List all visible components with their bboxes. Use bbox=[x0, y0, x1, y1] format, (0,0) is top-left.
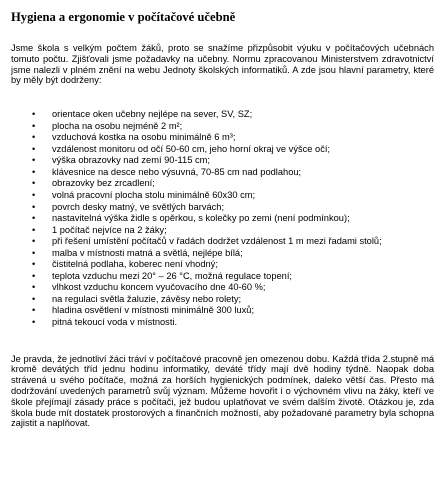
list-item: • pitná tekoucí voda v místnosti. bbox=[11, 317, 434, 329]
list-item: • 1 počítač nejvíce na 2 žáky; bbox=[11, 225, 434, 237]
list-item: • povrch desky matný, ve světlých barvách; bbox=[11, 202, 434, 214]
parameters-list bbox=[11, 109, 434, 328]
list-item: • vlhkost vzduchu koncem vyučovacího dne 40-60 %; bbox=[11, 282, 434, 294]
list-item: • orientace oken učebny nejlépe na sever, SV, SZ; bbox=[11, 109, 434, 121]
list-item: • obrazovky bez zrcadlení; bbox=[11, 178, 434, 190]
intro-paragraph: Jsme škola s velkým počtem žáků, proto se snažíme přizpůsobit výuku v počítačových učebnách tomuto počtu. Zjišťovali jsme požadavky na učebny. Normu zpracovanou Ministerstvem zdravotnictví jsme nalezli v plném znění na webu Jednoty školských informatiků. A zde jsou hlavní parametry, které by měly být dodrženy: bbox=[11, 43, 434, 86]
list-item: • klávesnice na desce nebo výsuvná, 70-85 cm nad podlahou; bbox=[11, 167, 434, 179]
document-title: Hygiena a ergonomie v počítačové učebně bbox=[11, 10, 236, 24]
list-item: • malba v místnosti matná a světlá, nejlépe bílá; bbox=[11, 248, 434, 260]
list-item: • plocha na osobu nejméně 2 m²; bbox=[11, 121, 434, 133]
list-item: • při řešení umístění počítačů v řadách dodržet vzdálenost 1 m mezi řadami stolů; bbox=[11, 236, 434, 248]
list-item: • nastavitelná výška židle s opěrkou, s kolečky po zemi (není podmínkou); bbox=[11, 213, 434, 225]
list-item: • výška obrazovky nad zemí 90-115 cm; bbox=[11, 155, 434, 167]
closing-paragraph: Je pravda, že jednotliví žáci tráví v počítačové pracovně jen omezenou dobu. Každá třída 2.stupně má kromě devátých tříd jednu hodinu informatiky, deváté třídy mají dvě hodiny týdně. Naopak doba strávená u svého počítače, možná za horších hygienických podmínek, daleko větší čas. Přesto má dodržování uvedených parametrů svůj význam. Můžeme hovořit i o výchovném vlivu na žáky, kteří ve škole přejímají zásady práce s počítači, jež budou uplatňovat ve svém dalším životě. Otázkou je, zda škola bude mít dostatek prostorových a finančních možností, aby požadované parametry byla schopna zajistit a naplňovat. bbox=[11, 353, 434, 429]
list-item: • čistitelná podlaha, koberec není vhodný; bbox=[11, 259, 434, 271]
list-item: • hladina osvětlení v místnosti minimálně 300 luxů; bbox=[11, 305, 434, 317]
list-item: • vzdálenost monitoru od očí 50-60 cm, jeho horní okraj ve výšce očí; bbox=[11, 144, 434, 156]
list-item: • teplota vzduchu mezi 20° – 26 °C, možná regulace topení; bbox=[11, 271, 434, 283]
list-item: • vzduchová kostka na osobu minimálně 6 m³; bbox=[11, 132, 434, 144]
list-item: • na regulaci světla žaluzie, závěsy nebo rolety; bbox=[11, 294, 434, 306]
list-item: • volná pracovní plocha stolu minimálně 60x30 cm; bbox=[11, 190, 434, 202]
